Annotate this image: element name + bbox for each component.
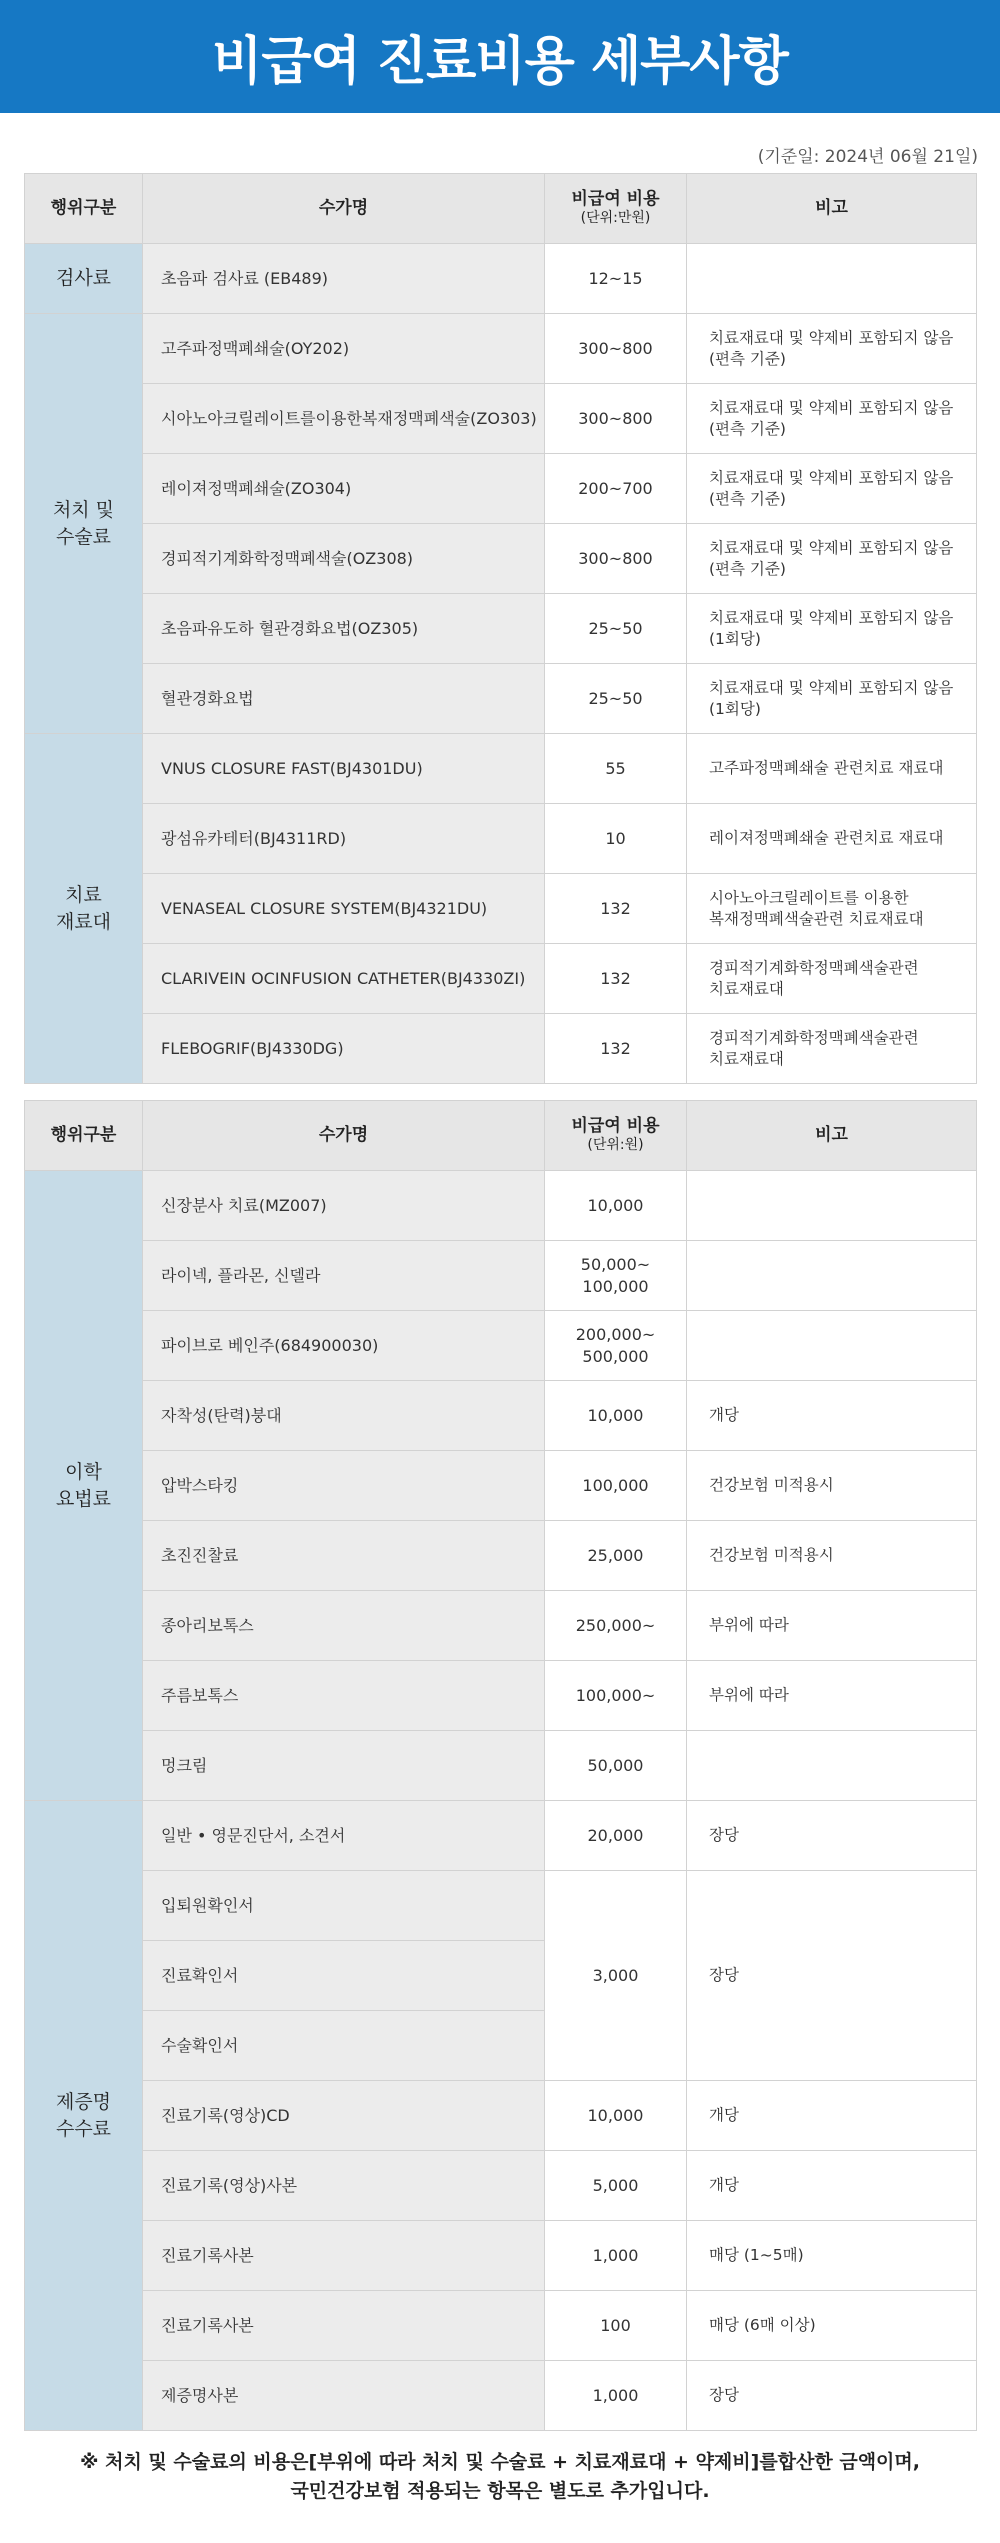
item-name: 시아노아크릴레이트를이용한복재정맥폐색술(ZO303) <box>143 384 545 454</box>
item-price: 25~50 <box>545 594 687 664</box>
item-price: 100 <box>545 2291 687 2361</box>
item-price: 300~800 <box>545 314 687 384</box>
table-row <box>25 1241 977 1311</box>
table-row <box>25 524 977 594</box>
item-name: 라이넥, 플라몬, 신델라 <box>143 1241 545 1311</box>
item-price: 25,000 <box>545 1521 687 1591</box>
item-note: 장당 <box>687 2361 977 2431</box>
table-row <box>25 244 977 314</box>
table-row <box>25 2291 977 2361</box>
item-name: 경피적기계화학정맥폐색술(OZ308) <box>143 524 545 594</box>
table-row <box>25 1731 977 1801</box>
item-name: 종아리보톡스 <box>143 1591 545 1661</box>
table-row <box>25 1171 977 1241</box>
category-material: 치료 재료대 <box>25 734 143 1084</box>
item-note: 매당 (6매 이상) <box>687 2291 977 2361</box>
item-price: 10,000 <box>545 2081 687 2151</box>
header-name: 수가명 <box>143 1101 545 1171</box>
item-name: 신장분사 치료(MZ007) <box>143 1171 545 1241</box>
item-price: 250,000~ <box>545 1591 687 1661</box>
category-exam: 검사료 <box>25 244 143 314</box>
item-name: 고주파정맥폐쇄술(OY202) <box>143 314 545 384</box>
category-procedure: 처치 및 수술료 <box>25 314 143 734</box>
item-note <box>687 1241 977 1311</box>
category-certificate: 제증명 수수료 <box>25 1801 143 2431</box>
item-name: CLARIVEIN OCINFUSION CATHETER(BJ4330ZI) <box>143 944 545 1014</box>
item-note: 건강보험 미적용시 <box>687 1451 977 1521</box>
item-name: 주름보톡스 <box>143 1661 545 1731</box>
table-row <box>25 1521 977 1591</box>
item-price: 3,000 <box>545 1871 687 2081</box>
item-note: 개당 <box>687 2081 977 2151</box>
header-price <box>545 1101 687 1171</box>
item-price: 300~800 <box>545 384 687 454</box>
item-name: 초진진찰료 <box>143 1521 545 1591</box>
item-note: 부위에 따라 <box>687 1591 977 1661</box>
header-price <box>545 174 687 244</box>
table-row <box>25 1014 977 1084</box>
item-name: 입퇴원확인서 <box>143 1871 545 1941</box>
item-note: 레이져정맥폐쇄술 관련치료 재료대 <box>687 804 977 874</box>
item-price: 10 <box>545 804 687 874</box>
table-row <box>25 1591 977 1661</box>
item-note: 치료재료대 및 약제비 포함되지 않음 (편측 기준) <box>687 454 977 524</box>
fee-table-procedures <box>24 173 977 1084</box>
header-category: 행위구분 <box>25 174 143 244</box>
header-price-unit: (단위:원) <box>587 1137 644 1154</box>
item-name: 혈관경화요법 <box>143 664 545 734</box>
table-row <box>25 1801 977 1871</box>
table-row <box>25 1661 977 1731</box>
table-row <box>25 1311 977 1381</box>
item-note: 경피적기계화학정맥폐색술관련 치료재료대 <box>687 944 977 1014</box>
table-row <box>25 314 977 384</box>
item-name: 일반 • 영문진단서, 소견서 <box>143 1801 545 1871</box>
item-name: 진료기록사본 <box>143 2291 545 2361</box>
item-note: 건강보험 미적용시 <box>687 1521 977 1591</box>
table-row <box>25 664 977 734</box>
item-price: 200,000~ 500,000 <box>545 1311 687 1381</box>
header-category: 행위구분 <box>25 1101 143 1171</box>
item-price: 200~700 <box>545 454 687 524</box>
item-name: 자착성(탄력)붕대 <box>143 1381 545 1451</box>
item-name: 진료확인서 <box>143 1941 545 2011</box>
item-price: 100,000~ <box>545 1661 687 1731</box>
item-note: 개당 <box>687 2151 977 2221</box>
table-header-row <box>25 174 977 244</box>
item-price: 20,000 <box>545 1801 687 1871</box>
item-note: 장당 <box>687 1871 977 2081</box>
table-row <box>25 2221 977 2291</box>
item-note: 장당 <box>687 1801 977 1871</box>
item-price: 10,000 <box>545 1171 687 1241</box>
item-price: 100,000 <box>545 1451 687 1521</box>
table-row <box>25 594 977 664</box>
table-row <box>25 2151 977 2221</box>
item-name: 압박스타킹 <box>143 1451 545 1521</box>
item-price: 50,000~ 100,000 <box>545 1241 687 1311</box>
item-price: 50,000 <box>545 1731 687 1801</box>
item-price: 132 <box>545 1014 687 1084</box>
header-price-unit: (단위:만원) <box>580 210 651 227</box>
table-row <box>25 2081 977 2151</box>
table-row <box>25 384 977 454</box>
item-price: 55 <box>545 734 687 804</box>
item-note: 치료재료대 및 약제비 포함되지 않음 (1회당) <box>687 664 977 734</box>
item-price: 12~15 <box>545 244 687 314</box>
header-note: 비고 <box>687 174 977 244</box>
item-note <box>687 1171 977 1241</box>
item-price: 10,000 <box>545 1381 687 1451</box>
footnote <box>0 2448 1000 2507</box>
reference-date: (기준일: 2024년 06월 21일) <box>757 147 978 167</box>
item-note: 개당 <box>687 1381 977 1451</box>
header-price-title: 비급여 비용 <box>571 189 660 210</box>
table-row <box>25 1871 977 1941</box>
item-price: 25~50 <box>545 664 687 734</box>
item-price: 1,000 <box>545 2221 687 2291</box>
item-note <box>687 244 977 314</box>
item-note: 치료재료대 및 약제비 포함되지 않음 (편측 기준) <box>687 384 977 454</box>
item-name: VENASEAL CLOSURE SYSTEM(BJ4321DU) <box>143 874 545 944</box>
item-name: FLEBOGRIF(BJ4330DG) <box>143 1014 545 1084</box>
item-name: 레이져정맥폐쇄술(ZO304) <box>143 454 545 524</box>
item-note: 경피적기계화학정맥폐색술관련 치료재료대 <box>687 1014 977 1084</box>
table-row <box>25 804 977 874</box>
table-row <box>25 454 977 524</box>
item-note: 치료재료대 및 약제비 포함되지 않음 (편측 기준) <box>687 524 977 594</box>
table-row <box>25 1381 977 1451</box>
item-note: 부위에 따라 <box>687 1661 977 1731</box>
item-name: 초음파유도하 혈관경화요법(OZ305) <box>143 594 545 664</box>
item-price: 5,000 <box>545 2151 687 2221</box>
item-note: 치료재료대 및 약제비 포함되지 않음 (편측 기준) <box>687 314 977 384</box>
footnote-line-2: 국민건강보험 적용되는 항목은 별도로 추가입니다. <box>290 2480 710 2503</box>
item-price: 1,000 <box>545 2361 687 2431</box>
header-note: 비고 <box>687 1101 977 1171</box>
item-name: VNUS CLOSURE FAST(BJ4301DU) <box>143 734 545 804</box>
item-price: 132 <box>545 874 687 944</box>
page-title: 비급여 진료비용 세부사항 <box>212 32 788 92</box>
fee-table-misc <box>24 1100 977 2431</box>
item-note: 시아노아크릴레이트를 이용한 복재정맥폐색술관련 치료재료대 <box>687 874 977 944</box>
item-name: 제증명사본 <box>143 2361 545 2431</box>
category-misc: 이학 요법료 <box>25 1171 143 1801</box>
item-name: 파이브로 베인주(684900030) <box>143 1311 545 1381</box>
footnote-line-1: ※ 처치 및 수술료의 비용은[부위에 따라 처치 및 수술료 + 치료재료대 + 약제비]를합산한 금액이며, <box>80 2451 920 2473</box>
table-row <box>25 944 977 1014</box>
item-name: 진료기록사본 <box>143 2221 545 2291</box>
item-note <box>687 1731 977 1801</box>
item-name: 진료기록(영상)사본 <box>143 2151 545 2221</box>
item-name: 수술확인서 <box>143 2011 545 2081</box>
table-row <box>25 1451 977 1521</box>
item-note: 매당 (1~5매) <box>687 2221 977 2291</box>
header-price-title: 비급여 비용 <box>571 1116 660 1137</box>
item-name: 초음파 검사료 (EB489) <box>143 244 545 314</box>
item-name: 진료기록(영상)CD <box>143 2081 545 2151</box>
table-header-row <box>25 1101 977 1171</box>
item-note: 고주파정맥폐쇄술 관련치료 재료대 <box>687 734 977 804</box>
item-price: 300~800 <box>545 524 687 594</box>
item-name: 광섬유카테터(BJ4311RD) <box>143 804 545 874</box>
table-row <box>25 874 977 944</box>
title-banner <box>0 0 1000 113</box>
item-note <box>687 1311 977 1381</box>
table-row <box>25 734 977 804</box>
header-name: 수가명 <box>143 174 545 244</box>
item-note: 치료재료대 및 약제비 포함되지 않음 (1회당) <box>687 594 977 664</box>
item-name: 멍크림 <box>143 1731 545 1801</box>
table-row <box>25 2361 977 2431</box>
item-price: 132 <box>545 944 687 1014</box>
